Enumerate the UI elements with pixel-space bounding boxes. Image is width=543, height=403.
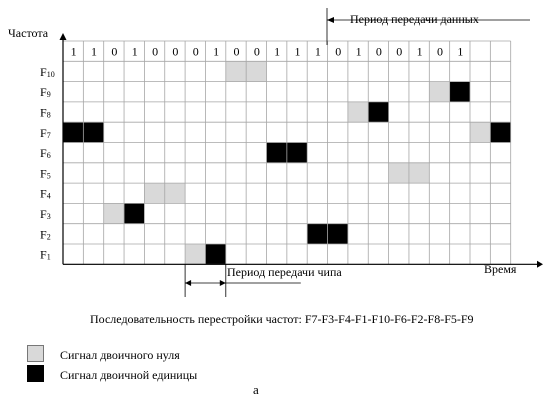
hop-cell-f5 [389, 163, 409, 183]
bit-label: 0 [253, 44, 260, 59]
bit-label: 1 [355, 44, 362, 59]
hop-cell-f6 [267, 143, 287, 163]
hop-cell-f10 [226, 61, 246, 81]
sequence-caption: Последовательность перестройки частот: F7-F3-F4-F1-F10-F6-F2-F8-F5-F9 [90, 312, 474, 326]
hop-cell-f4 [165, 183, 185, 203]
legend-zero-swatch [27, 345, 44, 362]
x-axis-label: Время [484, 262, 517, 276]
hop-cell-f8 [368, 102, 388, 122]
hop-cell-f5 [409, 163, 429, 183]
freq-label: F8 [40, 105, 51, 120]
bit-label: 0 [335, 44, 342, 59]
chip-period-label: Период передачи чипа [227, 265, 342, 279]
figure-label: а [253, 382, 259, 397]
hop-cell-f3 [104, 203, 124, 223]
freq-label: F10 [40, 64, 55, 79]
bit-label: 0 [152, 44, 159, 59]
hop-cell-f2 [307, 224, 327, 244]
data-period-arrow [327, 17, 334, 23]
bit-label: 0 [172, 44, 179, 59]
bit-label: 1 [213, 44, 220, 59]
bit-label: 1 [131, 44, 138, 59]
x-axis-arrow [537, 261, 543, 268]
bit-label: 1 [70, 44, 77, 59]
legend-zero-label: Сигнал двоичного нуля [60, 348, 180, 362]
hop-cell-f7 [470, 122, 490, 142]
y-axis-label: Частота [8, 26, 49, 40]
bit-label: 0 [111, 44, 118, 59]
bit-label: 1 [416, 44, 423, 59]
freq-label: F2 [40, 227, 51, 242]
chip-period-arrow-left [185, 280, 191, 286]
hop-cell-f7 [83, 122, 103, 142]
hop-cell-f1 [185, 244, 205, 264]
hop-cell-f4 [144, 183, 164, 203]
hop-cell-f8 [348, 102, 368, 122]
legend-one-label: Сигнал двоичной единицы [60, 368, 198, 382]
data-period-label: Период передачи данных [350, 12, 479, 26]
legend-one-swatch [27, 365, 44, 382]
hop-cell-f1 [205, 244, 225, 264]
bit-label: 0 [233, 44, 240, 59]
freq-label: F7 [40, 125, 51, 140]
hop-cell-f2 [328, 224, 348, 244]
hop-cell-f9 [429, 82, 449, 102]
freq-label: F1 [40, 247, 51, 262]
hop-cell-f10 [246, 61, 266, 81]
bit-label: 0 [436, 44, 443, 59]
hop-cell-f6 [287, 143, 307, 163]
bit-label: 1 [91, 44, 98, 59]
freq-label: F6 [40, 146, 51, 161]
freq-label: F3 [40, 207, 51, 222]
bit-label: 0 [396, 44, 403, 59]
bit-label: 0 [192, 44, 199, 59]
bit-label: 1 [294, 44, 301, 59]
hop-cell-f3 [124, 203, 144, 223]
bit-label: 1 [457, 44, 464, 59]
hop-cell-f7 [490, 122, 510, 142]
freq-label: F4 [40, 186, 51, 201]
y-axis-arrow [60, 33, 67, 40]
freq-label: F9 [40, 85, 51, 100]
freq-label: F5 [40, 166, 51, 181]
bit-label: 1 [274, 44, 281, 59]
hop-cell-f9 [450, 82, 470, 102]
bit-label: 1 [314, 44, 321, 59]
chip-period-arrow-right [220, 280, 226, 286]
bit-label: 0 [375, 44, 382, 59]
hop-cell-f7 [63, 122, 83, 142]
